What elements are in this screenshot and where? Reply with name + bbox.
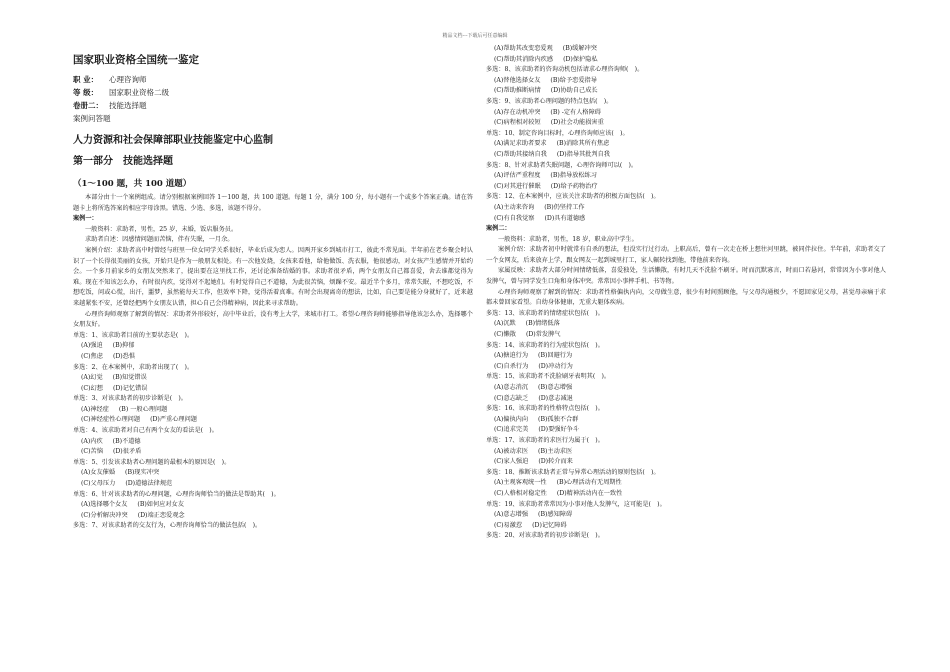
question-text: 多选：18、推断该求助者正常与异常心理活动的原则包括( )。 xyxy=(486,468,660,476)
case-paragraph: 心理咨询师观察了解到的情况：求助者外形较好，高中毕业后，没有考上大学，来城市打工。希望心理咨询师能够指导他该怎么办，选择哪个女朋友好。 xyxy=(73,310,473,329)
option-row xyxy=(486,44,886,55)
answer-option: (B)意志增强 xyxy=(538,384,573,391)
answer-option: (C)懒散 xyxy=(494,331,516,339)
option-row xyxy=(486,55,886,66)
case-label: 案例二： xyxy=(486,225,511,233)
answer-option: (A)替他选择女友 xyxy=(494,76,541,84)
intro-paragraph: 本部分由十一个案例组成。请分别根据案例回答 1～100 题，共 100 道题。每题 1 分，满分 100 分，每小题有一个或多个答案正确。请在答题卡上将所选答案的相应字母涂黑。错选、少选、多选，该题不得分。 xyxy=(73,194,473,212)
meta-line xyxy=(73,86,473,99)
answer-option: (B)主动求医 xyxy=(538,447,573,455)
answer-option: (C)人格相对稳定性 xyxy=(494,489,547,497)
answer-option: (B)孤独不合群 xyxy=(538,415,579,423)
option-row xyxy=(73,511,473,522)
option-row xyxy=(486,457,886,468)
option-row xyxy=(73,479,473,490)
question-text: 单选：19、该求助者常常因为小事对他人发脾气，这可能是( )。 xyxy=(486,500,666,508)
option-row xyxy=(486,171,886,182)
answer-option: (B)缓解冲突 xyxy=(562,45,597,52)
left-column xyxy=(73,44,473,532)
option-row xyxy=(486,182,886,193)
question-list xyxy=(486,44,886,224)
answer-option: (A)评估严重程度 xyxy=(494,172,541,180)
option-row xyxy=(486,108,886,119)
option-row xyxy=(486,351,886,362)
option-row xyxy=(486,447,886,458)
answer-option: (D)给予药物治疗 xyxy=(550,182,598,190)
answer-option: (C)追求完美 xyxy=(494,426,529,434)
option-row xyxy=(486,478,886,489)
answer-option: (C)家人强迫 xyxy=(494,458,529,466)
answer-option: (D)记忆障碍 xyxy=(532,521,567,529)
meta-label: 等 级： xyxy=(73,88,99,97)
option-row xyxy=(486,383,886,394)
option-row xyxy=(486,150,886,161)
answer-option: (A)内疚 xyxy=(81,437,103,445)
option-row xyxy=(486,362,886,373)
question-text: 单选：3、对该求助者的初步诊断是( )。 xyxy=(73,395,187,403)
answer-option: (B)回避行为 xyxy=(538,352,573,360)
answer-option: (A)女友催婚 xyxy=(81,469,116,477)
page-header: 精品文档---下载后可任意编辑 xyxy=(442,33,508,39)
answer-option: (C)对其进行催眠 xyxy=(494,182,541,190)
option-row xyxy=(486,521,886,532)
answer-option: (B)如何应对女友 xyxy=(137,501,184,509)
option-row xyxy=(73,415,473,426)
answer-option: (B) -定有人格障碍 xyxy=(550,108,601,116)
option-row xyxy=(486,415,886,426)
question-text: 单选：17、该求助者的求医行为属于( )。 xyxy=(486,436,604,444)
answer-option: (D)严重心理问题 xyxy=(150,416,197,424)
meta-value: 技能选择题 xyxy=(109,101,147,110)
answer-option: (C)父母压力 xyxy=(81,480,116,488)
case-label: 案例一： xyxy=(73,215,98,223)
case-paragraph: 一般资料：求助者，男性，18 岁，职业高中学生。 xyxy=(498,235,638,243)
org-title: 人力资源和社会保障部职业技能鉴定中心监制 xyxy=(73,135,273,146)
answer-option: (B)指导放松练习 xyxy=(550,172,597,180)
option-row xyxy=(73,437,473,448)
option-row xyxy=(73,468,473,479)
option-row xyxy=(486,319,886,330)
answer-option: (A)搪迫行为 xyxy=(494,352,529,360)
answer-option: (D)冲动行为 xyxy=(538,362,573,370)
answer-option: (C)易激惹 xyxy=(494,521,523,529)
answer-option: (D)转介而来 xyxy=(538,458,573,466)
question-text: 多选：2、在本案例中，求助者出现了( )。 xyxy=(73,363,194,371)
option-row xyxy=(73,500,473,511)
option-row xyxy=(486,214,886,225)
question-text: 单选：1、该求助者目前的主要状态是( )。 xyxy=(73,331,194,339)
answer-option: (C)焦虑 xyxy=(81,352,103,360)
question-text: 多选：8、该求助者的咨询动机包括请求心理咨询师( )。 xyxy=(486,66,644,74)
answer-option: (A)意志增强 xyxy=(494,511,529,519)
answer-option: (A)意志消沉 xyxy=(494,384,529,391)
option-row xyxy=(486,86,886,97)
question-text: 多选：8、针对求助者失眠问题，心理咨询师可以( )。 xyxy=(486,161,638,169)
answer-option: (B)抑郁 xyxy=(112,342,135,350)
question-text: 单选：15、该求助者不洗脸刷牙表明其( )。 xyxy=(486,373,611,381)
answer-option: (B) 一般心理问题 xyxy=(118,405,168,413)
answer-option: (C)病程相对较短 xyxy=(494,119,541,127)
question-text: 多选：14、该求助者的行为症状包括( )。 xyxy=(486,341,604,349)
question-text: 单选：5、引发该求助者心理问题的最根本的原因是( )。 xyxy=(73,458,231,466)
answer-option: (C)分析解决冲突 xyxy=(81,511,128,519)
option-row xyxy=(73,447,473,458)
option-row xyxy=(486,394,886,405)
answer-option: (C)幻想 xyxy=(81,384,103,392)
doc-subtitle: 案例问答题 xyxy=(73,114,111,123)
question-text: 多选：20、对该求助者的初步诊断是( )。 xyxy=(486,532,604,540)
answer-option: (A)幻觉 xyxy=(81,374,103,382)
answer-option: (A)主动来咨询 xyxy=(494,203,535,211)
right-column xyxy=(486,44,886,542)
question-list xyxy=(486,309,886,542)
answer-option: (D)端正恋爱观念 xyxy=(137,511,185,519)
answer-option: (D)协助自己成长 xyxy=(550,87,598,95)
answer-option: (B)心理活动有无周期性 xyxy=(556,479,622,487)
option-row xyxy=(486,139,886,150)
option-row xyxy=(73,373,473,384)
option-row xyxy=(486,489,886,500)
option-row xyxy=(73,341,473,352)
answer-option: (D)具有道德感 xyxy=(544,214,586,222)
meta-label: 职 业： xyxy=(73,75,99,84)
answer-option: (D)记忆错误 xyxy=(112,384,148,392)
meta-label: 卷册二： xyxy=(73,101,103,110)
option-row xyxy=(486,118,886,129)
answer-option: (B)不道德 xyxy=(112,437,141,445)
case-paragraph: 案例介绍：求助者高中时曾经与班里一位女同学关系很好，毕业后成为恋人。因两开家乡到城市打工，彼此不常见面。半年前在老乡聚会时认识了一个长得很美丽的女孩，开始只是作为一般朋友相处。有一次他发烧，女孩来看他，给他做饭、洗衣服，他很感动，对女孩产生感情并开始约会。一个多月前家乡的女朋友突然来了，提出要在这里找工作，还讨论准备结婚的事。求助者很矛盾，两个女朋友自己都喜爱，舍去谁都觉得为难。现在不知该怎么办，有时很内疚，觉得对不起她们。有时觉得自己不道德，为此很苦恼，烦躁不安。最近半个多月，常常失眠，不想吃饭，不想吃饭，问或心慌，出汗，噩梦，虽然能每天工作，但效率下降，觉得活着真难。有时会出现离奇的想法，比如，自己要是能分身就好了，近来越来越紧张不安，还曾经把两个女朋友认错，担心自己会得精神病，因此来寻求帮助。 xyxy=(73,246,473,307)
case-paragraph: 案例介绍：求助者初中时就常有自杀的想法，但没实行过行动。上职高后，曾有一次走在桥上想往河里跳，被同伴拉住。半年前，求助者交了一个女网友，后来放弃上学，跟女网友一起到城里打工，家人辗转找到他，带他前来咨询。 xyxy=(486,246,886,264)
answer-option: (D)恐惧 xyxy=(112,352,136,360)
option-row xyxy=(486,425,886,436)
option-row xyxy=(486,330,886,341)
answer-option: (A)神经症 xyxy=(81,405,109,413)
answer-option: (A)选择哪个女友 xyxy=(81,501,128,509)
option-row xyxy=(486,76,886,87)
question-text: 多选：7、对该求助者的交友行为，心理咨询师恰当的做法包括( )。 xyxy=(73,522,262,530)
answer-option: (D)常发脾气 xyxy=(525,331,561,339)
question-text: 单选：6、针对该求助者的心理问题，心理咨询师恰当的做法是帮助其( )。 xyxy=(73,490,280,498)
answer-option: (B)现实冲突 xyxy=(125,469,160,477)
option-row xyxy=(486,203,886,214)
answer-option: (B)仍坚持工作 xyxy=(544,203,585,211)
answer-option: (C)帮助其消除内疚感 xyxy=(494,55,554,63)
question-text: 单选：10、制定咨询目标时，心理咨询师应该( )。 xyxy=(486,129,629,137)
case-paragraph: 一般资料：求助者，男性，25 岁，未婚，饭店服务员。 xyxy=(85,225,238,233)
answer-option: (C)帮助其接纳自我 xyxy=(494,150,547,158)
answer-option: (D)指导其批判自我 xyxy=(556,150,610,158)
answer-option: (B)知觉错误 xyxy=(112,374,147,382)
answer-option: (C)自杀行为 xyxy=(494,362,529,370)
question-text: 多选：12、在本案例中，应该关注求助者的积极方面包括( )。 xyxy=(486,193,660,201)
answer-option: (A)沉默 xyxy=(494,320,516,328)
answer-option: (D)要强好争斗 xyxy=(538,426,580,434)
answer-option: (C)神经症性心理问题 xyxy=(81,416,141,424)
answer-option: (D)意志减退 xyxy=(538,394,573,402)
answer-option: (D)社会功能损害重 xyxy=(550,119,604,127)
answer-option: (D)很矛盾 xyxy=(112,448,142,456)
answer-option: (C)苦恼 xyxy=(81,448,103,456)
meta-value: 国家职业资格二级 xyxy=(109,88,169,97)
question-text: 多选：13、该求助者的情绪症状包括( )。 xyxy=(486,309,604,317)
question-text: 多选：9、该求助者心理问题的特点包括( )。 xyxy=(486,97,613,105)
answer-option: (B)情绪低落 xyxy=(525,320,560,328)
answer-option: (D)道德法律规范 xyxy=(125,480,173,488)
answer-option: (A)帮助其改变恋爱观 xyxy=(494,45,553,52)
answer-option: (C)有自我觉察 xyxy=(494,214,535,222)
answer-option: (D)保护隐私 xyxy=(563,55,598,63)
answer-option: (A)偏执内向 xyxy=(494,415,529,423)
answer-option: (A)主观客观统一性 xyxy=(494,479,547,487)
case-paragraph: 家属反映：求助者大部分时间情绪低落，喜爱独处，生活懒散，有时几天不洗脸不刷牙。时而沉默寡言，时而口若悬河，常常因为小事对他人发脾气，曾与同学发生口角和身体冲突。常常因小事摔手机、书等物。 xyxy=(486,267,886,286)
answer-option: (C)意志缺乏 xyxy=(494,394,529,402)
question-text: 单选：4、该求助者对自己有两个女友的看法是( )。 xyxy=(73,427,218,435)
option-row xyxy=(486,510,886,521)
answer-option: (B)给予恋爱指导 xyxy=(550,76,597,84)
answer-option: (C)帮助推断病情 xyxy=(494,87,541,95)
question-list xyxy=(73,331,473,532)
question-text: 多选：16、该求助者的性格特点包括( )。 xyxy=(486,405,604,413)
doc-title: 国家职业资格全国统一鉴定 xyxy=(73,54,199,66)
answer-option: (A)满足求助者要求 xyxy=(494,140,547,148)
option-row xyxy=(73,352,473,363)
option-row xyxy=(73,405,473,416)
part-title: 第一部分 技能选择题 xyxy=(73,156,173,167)
meta-line xyxy=(73,99,473,112)
answer-option: (A)强迫 xyxy=(81,342,103,350)
case-paragraph: 心理咨询师观察了解到的情况：求助者性格偏执内向，父母做生意，很少有时间照顾他，与父母沟通极少，不愿回家见父母，甚觉母亲痛于求都未曾回家看望。自幼身体健康，无重大躯体疾病。 xyxy=(486,288,886,307)
answer-option: (B)感知障碍 xyxy=(538,511,573,519)
answer-option: (A)存在动机冲突 xyxy=(494,108,541,116)
case-paragraph: 求助者自述：因感情问题而苦恼，伴有失眠，一月余。 xyxy=(85,236,234,244)
answer-option: (B)消除其所有焦虑 xyxy=(556,140,610,148)
meta-value: 心理咨询师 xyxy=(109,75,147,84)
answer-option: (D)精神活动内在一致性 xyxy=(556,489,623,497)
option-row xyxy=(73,384,473,395)
meta-line xyxy=(73,73,473,86)
answer-option: (A)被动求医 xyxy=(494,447,529,455)
range-title: （1～100 题，共 100 道题） xyxy=(73,179,192,189)
